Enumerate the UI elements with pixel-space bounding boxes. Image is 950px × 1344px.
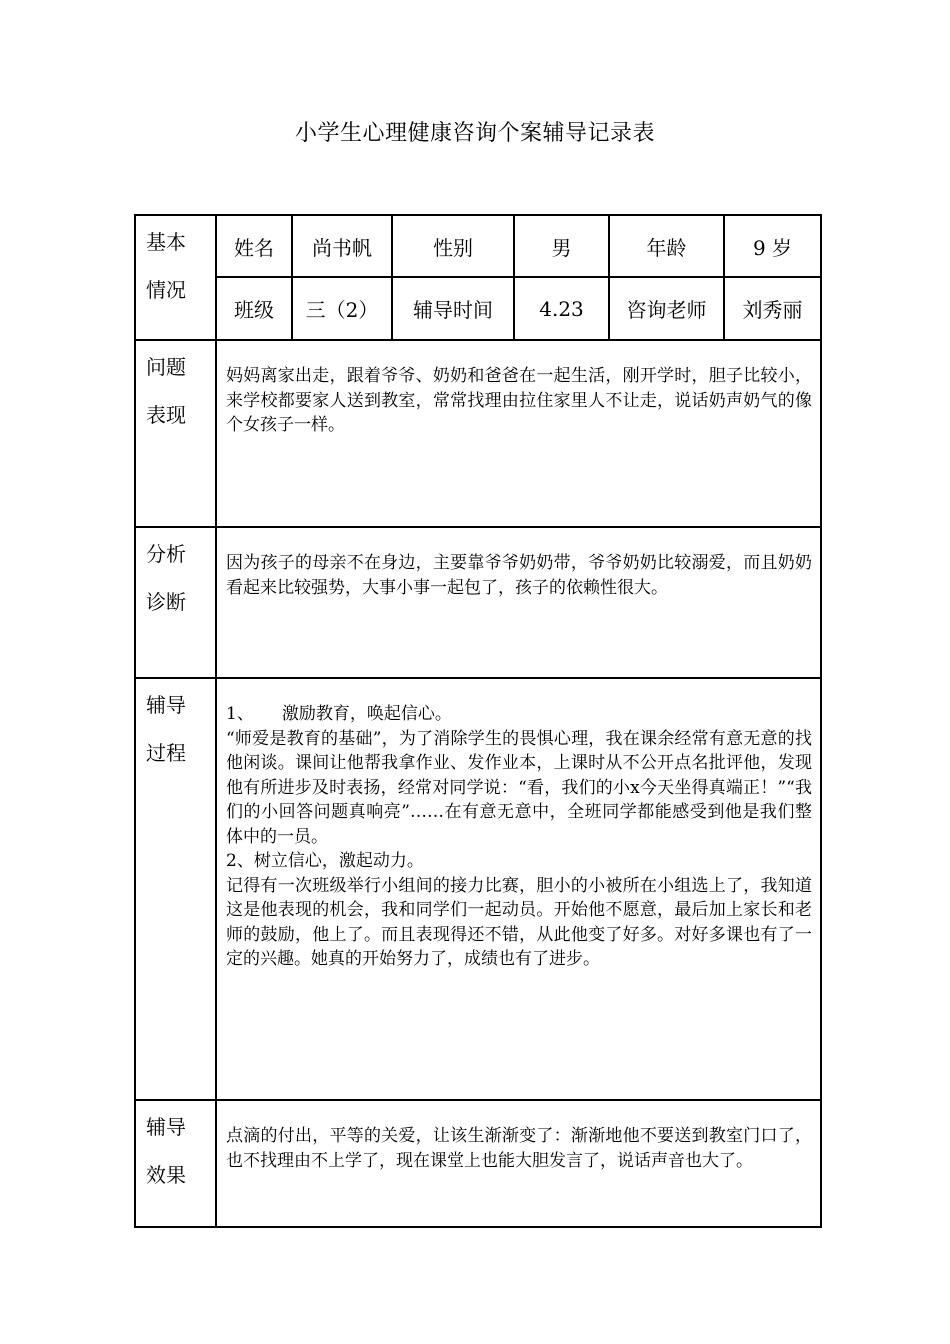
class-label: 班级 [216,277,292,340]
analysis-text: 因为孩子的母亲不在身边，主要靠爷爷奶奶带，爷爷奶奶比较溺爱，而且奶奶看起来比较强势，大事小事一起包了，孩子的依赖性很大。 [226,553,812,598]
process-item2-heading: 2、树立信心，激起动力。 [226,851,424,871]
process-row [135,678,821,1100]
effect-label-line1: 辅导 [146,1115,186,1139]
problem-label [135,340,216,527]
counsel-time-value: 4.23 [514,277,609,340]
analysis-label-line2: 诊断 [146,590,186,614]
effect-label [135,1100,216,1227]
problem-label-line1: 问题 [146,355,186,379]
effect-label-line2: 效果 [146,1163,186,1187]
teacher-value: 刘秀丽 [724,277,821,340]
process-label [135,678,216,1100]
process-content [216,678,821,1100]
age-value: 9 岁 [724,215,821,277]
teacher-label: 咨询老师 [609,277,724,340]
process-item1-heading: 激励教育，唤起信心。 [281,704,452,724]
basic-row-1 [135,215,821,277]
basic-info-label [135,215,216,340]
analysis-label [135,527,216,678]
analysis-content [216,527,821,678]
counsel-time-label: 辅导时间 [392,277,514,340]
gender-label: 性别 [392,215,514,277]
gender-value: 男 [514,215,609,277]
effect-text: 点滴的付出，平等的关爱，让该生渐渐变了：渐渐地他不要送到教室门口了，也不找理由不上学了，现在课堂上也能大胆发言了，说话声音也大了。 [226,1126,812,1171]
name-label: 姓名 [216,215,292,277]
process-label-line1: 辅导 [146,693,186,717]
problem-text: 妈妈离家出走，跟着爷爷、奶奶和爸爸在一起生活，刚开学时，胆子比较小，来学校都要家人送到教室，常常找理由拉住家里人不让走，说话奶声奶气的像个女孩子一样。 [226,366,812,435]
problem-row [135,340,821,527]
basic-row-2 [135,277,821,340]
process-label-line2: 过程 [146,741,186,765]
effect-row [135,1100,821,1227]
name-value: 尚书帆 [292,215,392,277]
basic-label-line2: 情况 [146,278,186,302]
process-item1-number: 1、 [226,704,254,724]
problem-label-line2: 表现 [146,403,186,427]
process-item1-text: “师爱是教育的基础”，为了消除学生的畏惧心理，我在课余经常有意无意的找他闲谈。课间让他帮我拿作业、发作业本，上课时从不公开点名批评他，发现他有所进步及时表扬，经常对同学说：“看，我们的小x今天坐得真端正！”“我们的小回答问题真响亮”……在有意无意中，全班同学都能感受到他是我们整体中的一员。 [226,728,812,847]
analysis-label-line1: 分析 [146,542,186,566]
process-item1-heading-line [226,702,812,727]
age-label: 年龄 [609,215,724,277]
analysis-row [135,527,821,678]
record-table [134,214,822,1228]
document-title: 小学生心理健康咨询个案辅导记录表 [294,121,655,146]
basic-label-line1: 基本 [146,230,186,254]
effect-content [216,1100,821,1227]
problem-content [216,340,821,527]
class-value: 三（2） [292,277,392,340]
process-item2-text: 记得有一次班级举行小组间的接力比赛，胆小的小被所在小组选上了，我知道这是他表现的机会，我和同学们一起动员。开始他不愿意，最后加上家长和老师的鼓励，他上了。而且表现得还不错，从此他变了好多。对好多课也有了一定的兴趣。她真的开始努力了，成绩也有了进步。 [226,875,812,969]
